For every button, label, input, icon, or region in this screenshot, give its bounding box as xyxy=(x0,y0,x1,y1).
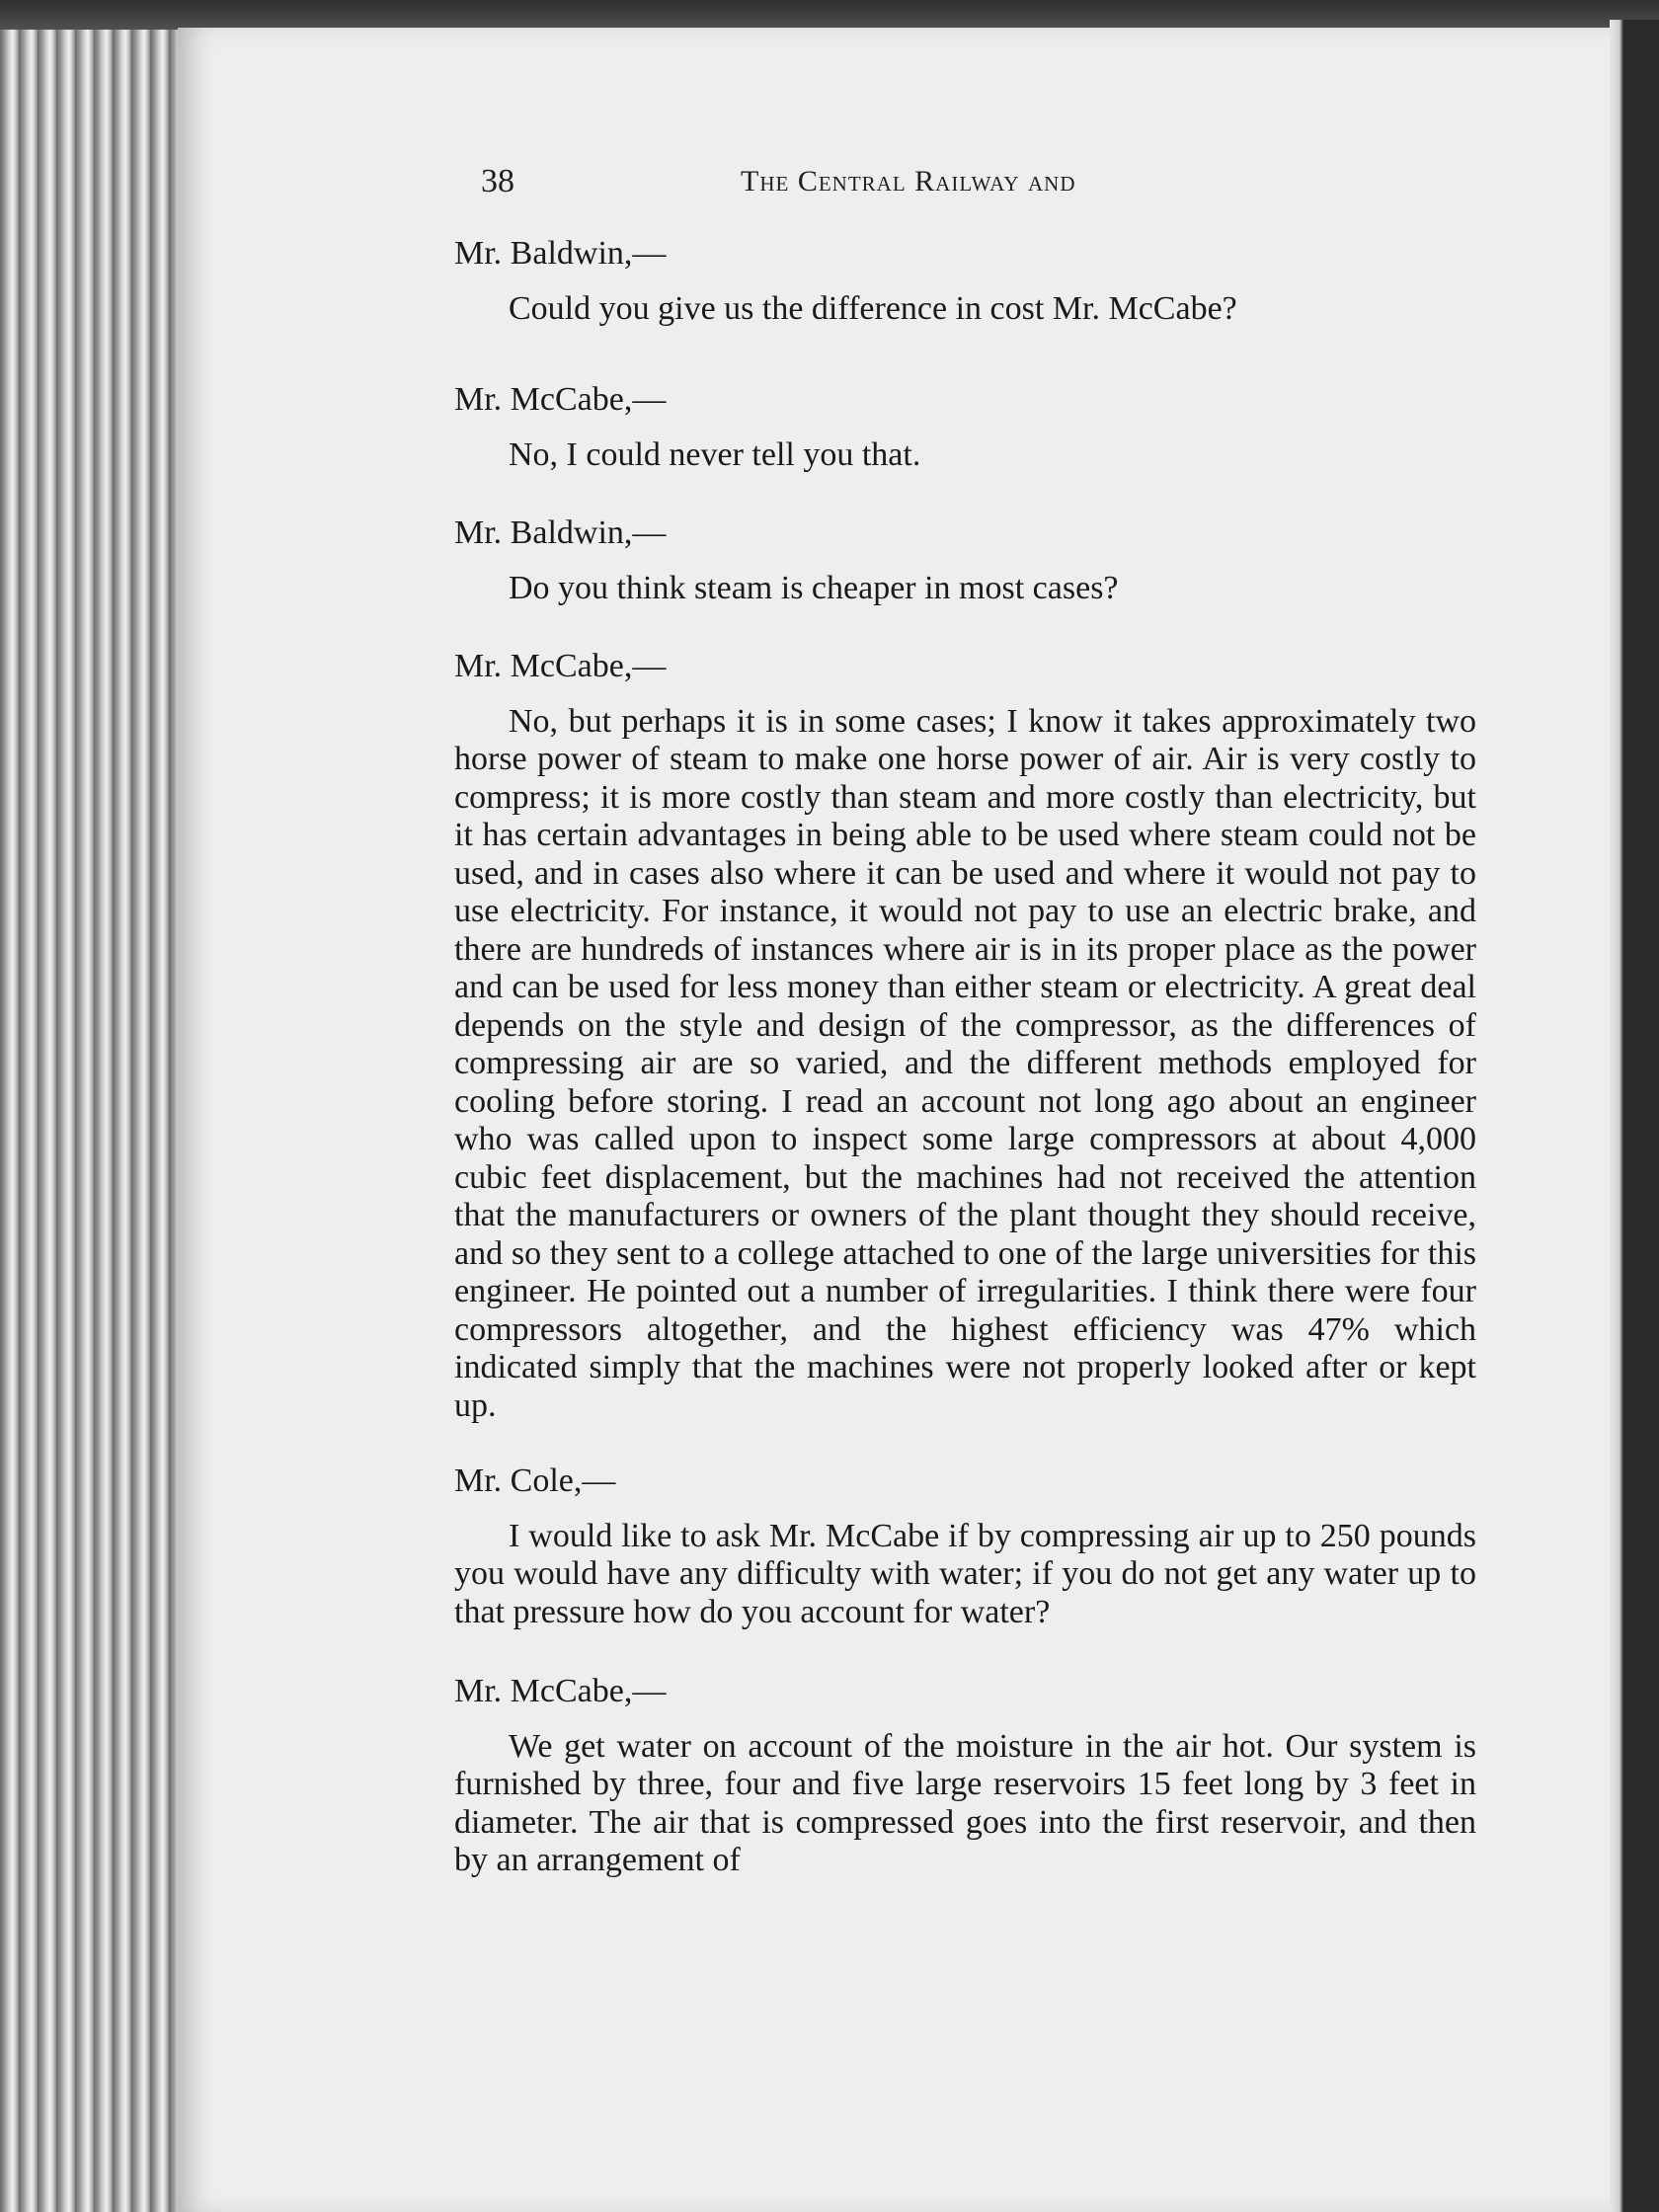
running-title: The Central Railway and xyxy=(741,165,1076,198)
speech-paragraph: Could you give us the difference in cost Mr. McCabe? xyxy=(509,289,1237,327)
running-head xyxy=(481,163,1478,202)
speaker-label: Mr. McCabe,— xyxy=(454,648,667,684)
speech-paragraph: No, but perhaps it is in some cases; I know it takes approximately two horse power of steam to make one horse power of air. Air is very costly to compress; it is more costly than steam and more costly than electricity, but it has certain advantages in being able to be used where steam could not be used, and in cases also where it can be used and where it would not pay to use electricity. For instance, it would not pay to use an electric brake, and there are hundreds of instances where air is in its proper place as the power and can be used for less money than either steam or electricity. A great deal depends on the style and design of the compressor, as the differences of compressing air are so varied, and the different methods employed for cooling before storing. I read an account not long ago about an engineer who was called upon to inspect some large compressors at about 4,000 cubic feet displacement, but the machines had not received the attention that the manufacturers or owners of the plant thought they should receive, and so they sent to a college attached to one of the large universities for this engineer. He pointed out a number of irregularities. I think there were four compressors altogether, and the highest efficiency was 47% which indicated simply that the machines were not properly looked after or kept up. xyxy=(454,702,1476,1424)
speaker-label: Mr. Baldwin,— xyxy=(454,235,667,272)
speaker-label: Mr. Baldwin,— xyxy=(454,514,667,551)
page-number: 38 xyxy=(481,163,514,199)
speaker-label: Mr. McCabe,— xyxy=(454,1673,667,1709)
page-body xyxy=(454,235,1476,1880)
speech-paragraph: Do you think steam is cheaper in most cases? xyxy=(509,569,1119,606)
scan-right-edge xyxy=(1610,20,1659,2212)
speech-paragraph: I would like to ask Mr. McCabe if by compressing air up to 250 pounds you would have any difficulty with water; if you do not get any water up to that pressure how do you account for water? xyxy=(454,1517,1476,1630)
speaker-label: Mr. Cole,— xyxy=(454,1462,616,1499)
speech-paragraph: We get water on account of the moisture in the air hot. Our system is furnished by three, four and five large reservoirs 15 feet long by 3 feet in diameter. The air that is compressed goes into the first reservoir, and then by an arrangement of xyxy=(454,1727,1476,1878)
speaker-label: Mr. McCabe,— xyxy=(454,381,667,418)
speech-paragraph: No, I could never tell you that. xyxy=(509,435,921,473)
